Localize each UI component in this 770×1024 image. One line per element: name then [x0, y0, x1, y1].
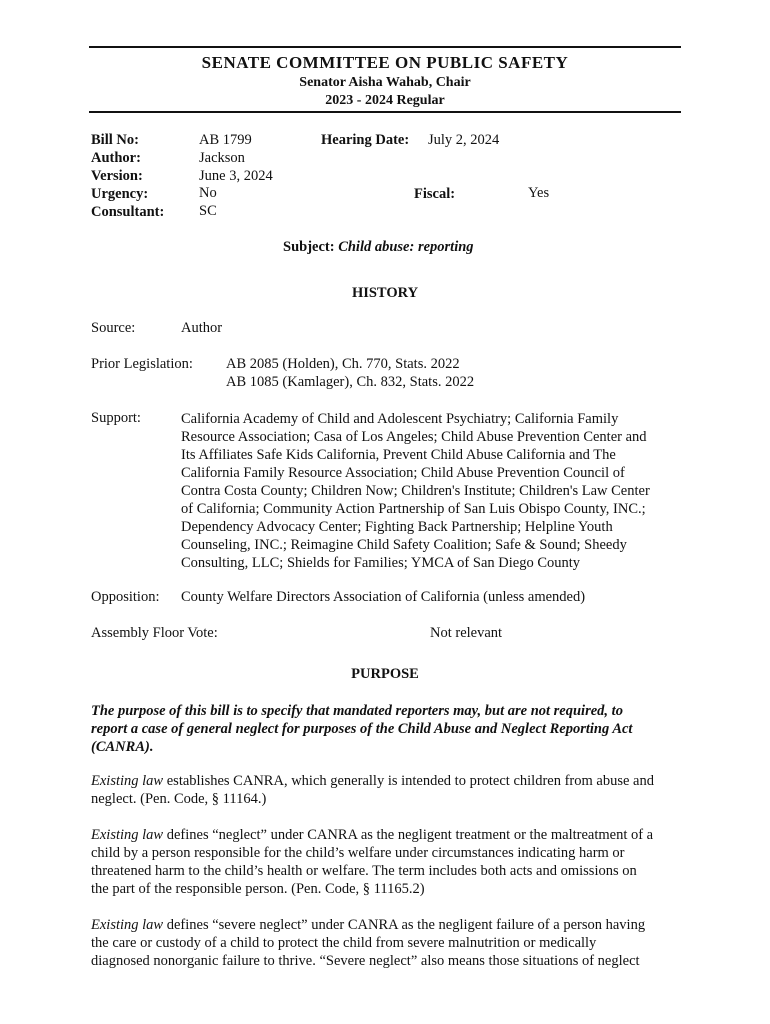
support-line: of California; Community Action Partnership of San Luis Obispo County, INC.; [181, 501, 646, 517]
session-line: 2023 - 2024 Regular [325, 93, 445, 108]
support-line: Its Affiliates Safe Kids California, Prevent Child Abuse California and The [181, 447, 616, 463]
prior-legislation-2: AB 1085 (Kamlager), Ch. 832, Stats. 2022 [226, 374, 475, 390]
committee-title: SENATE COMMITTEE ON PUBLIC SAFETY [201, 53, 569, 72]
fiscal-label: Fiscal: [414, 186, 456, 202]
paragraph-line: the care or custody of a child to protect the child from severe malnutrition or medically [91, 935, 597, 951]
purpose-heading: PURPOSE [351, 666, 419, 682]
floor-vote-label: Assembly Floor Vote: [91, 625, 218, 641]
floor-vote-value: Not relevant [430, 625, 503, 641]
paragraph-line: the part of the responsible person. (Pen. Code, § 11165.2) [91, 881, 425, 897]
existing-law-lead: Existing law [91, 827, 164, 843]
existing-law-paragraph-2 [91, 826, 681, 898]
chair-line: Senator Aisha Wahab, Chair [299, 75, 471, 90]
opposition-value: County Welfare Directors Association of California (unless amended) [181, 589, 586, 605]
support-list [181, 410, 681, 572]
subject-value: Child abuse: reporting [338, 239, 474, 255]
paragraph-line: child by a person responsible for the child’s welfare under circumstances indicating harm or [91, 845, 625, 861]
paragraph-line: defines “severe neglect” under CANRA as the negligent failure of a person having [163, 917, 646, 933]
prior-legislation-1: AB 2085 (Holden), Ch. 770, Stats. 2022 [226, 356, 460, 372]
support-line: Resource Association; Casa of Los Angeles; Child Abuse Prevention Center and [181, 429, 647, 445]
consultant-value: SC [199, 203, 217, 219]
purpose-line: report a case of general neglect for purposes of the Child Abuse and Neglect Reporting Act [91, 721, 633, 737]
opposition-label: Opposition: [91, 589, 160, 605]
top-rule [89, 46, 681, 48]
header-bottom-rule [89, 111, 681, 113]
paragraph-line: threatened harm to the child’s health or welfare. The term includes both acts and omissions on [91, 863, 637, 879]
paragraph-line: diagnosed nonorganic failure to thrive. “Severe neglect” also means those situations of neglect [91, 953, 640, 969]
support-line: Contra Costa County; Children Now; Children's Institute; Children's Law Center [181, 483, 650, 499]
existing-law-lead: Existing law [91, 773, 164, 789]
support-label: Support: [91, 410, 141, 426]
paragraph-line: establishes CANRA, which generally is intended to protect children from abuse and [163, 773, 654, 789]
support-line: Counseling, INC.; Reimagine Child Safety Coalition; Safe & Sound; Sheedy [181, 537, 627, 553]
purpose-line: The purpose of this bill is to specify that mandated reporters may, but are not required, to [91, 703, 623, 719]
urgency-label: Urgency: [91, 186, 149, 202]
support-line: Consulting, LLC; Shields for Families; YMCA of San Diego County [181, 555, 581, 571]
author-label: Author: [91, 150, 141, 166]
existing-law-lead: Existing law [91, 917, 164, 933]
purpose-statement [91, 702, 681, 756]
history-heading: HISTORY [351, 285, 419, 301]
paragraph-line: defines “neglect” under CANRA as the negligent treatment or the maltreatment of a [163, 827, 654, 843]
source-label: Source: [91, 320, 136, 336]
paragraph-line: neglect. (Pen. Code, § 11164.) [91, 791, 267, 807]
support-line: Dependency Advocacy Center; Fighting Back Partnership; Helpline Youth [181, 519, 613, 535]
prior-legislation-label: Prior Legislation: [91, 356, 193, 372]
version-value: June 3, 2024 [199, 168, 273, 184]
hearing-date-value: July 2, 2024 [428, 132, 500, 148]
consultant-label: Consultant: [91, 204, 165, 220]
existing-law-paragraph-3 [91, 916, 681, 970]
fiscal-value: Yes [528, 185, 550, 201]
hearing-date-label: Hearing Date: [321, 132, 410, 148]
version-label: Version: [91, 168, 143, 184]
bill-no-label: Bill No: [91, 132, 139, 148]
subject-line [283, 239, 474, 256]
author-value: Jackson [199, 150, 245, 166]
existing-law-paragraph-1 [91, 772, 681, 808]
source-value: Author [181, 320, 223, 336]
support-line: California Academy of Child and Adolescent Psychiatry; California Family [181, 411, 619, 427]
support-line: California Family Resource Association; Child Abuse Prevention Council of [181, 465, 625, 481]
urgency-value: No [199, 185, 217, 201]
bill-no-value: AB 1799 [199, 132, 252, 148]
subject-label: Subject: [283, 239, 335, 255]
purpose-line: (CANRA). [91, 739, 154, 755]
